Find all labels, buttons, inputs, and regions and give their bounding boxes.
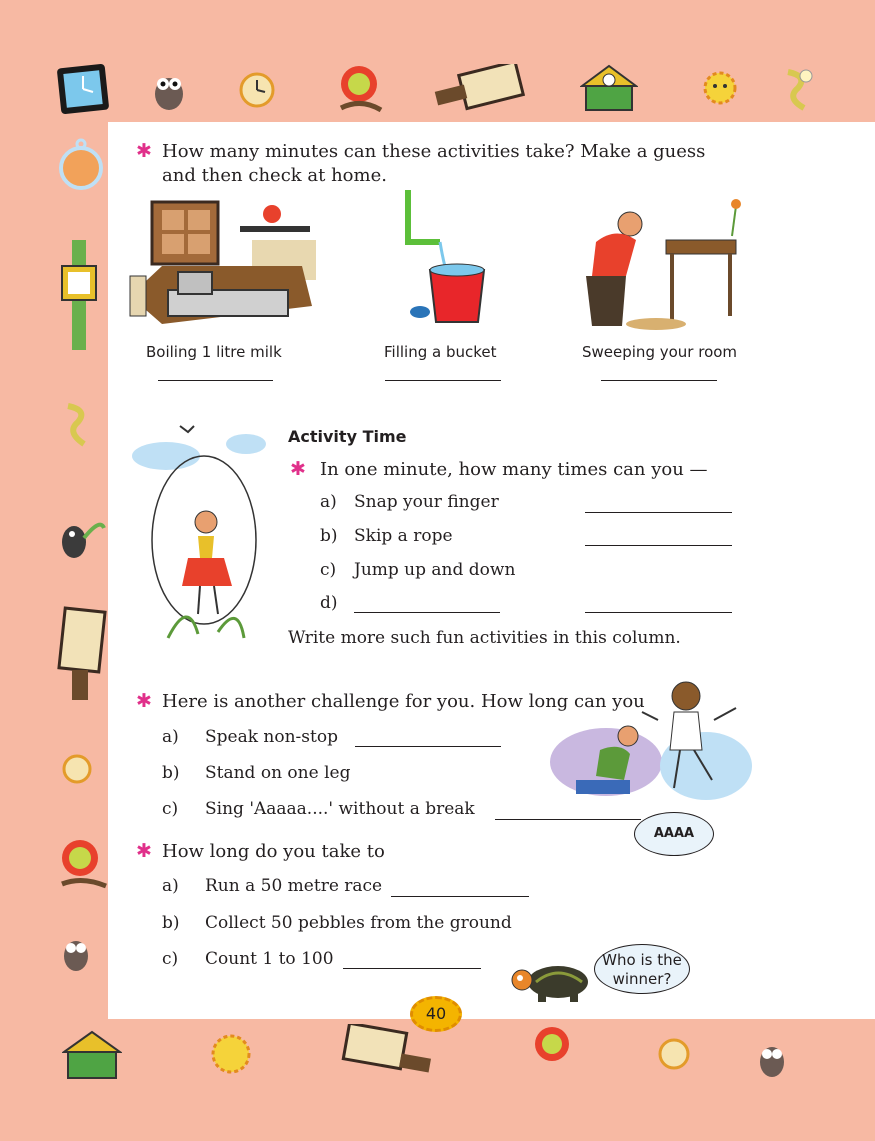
alarm-clock-icon: [58, 836, 108, 890]
pendulum-clock-icon: [432, 64, 527, 114]
pendulum-clock-icon: [56, 606, 108, 702]
answer-blank-race[interactable]: [391, 895, 529, 897]
howlong-item-letter: b): [162, 913, 180, 933]
challenge-item-letter: b): [162, 763, 180, 783]
activity-item-text: Jump up and down: [354, 560, 516, 580]
activity-heading: Activity Time: [288, 427, 407, 446]
activity-note: Write more such fun activities in this column.: [288, 628, 681, 648]
answer-blank-sing[interactable]: [495, 818, 641, 820]
round-clock-icon: [656, 1036, 692, 1072]
caption-filling-bucket: Filling a bucket: [384, 343, 497, 361]
owl-clock-icon: [150, 70, 188, 112]
squiggle-clock-icon: [778, 66, 818, 114]
answer-blank-boiling[interactable]: [158, 379, 273, 381]
activity-question: In one minute, how many times can you —: [320, 459, 708, 480]
house-clock-icon: [62, 1030, 122, 1080]
round-clock-icon: [237, 70, 277, 110]
owl-clock-icon: [60, 934, 92, 974]
howlong-item-text: Count 1 to 100: [205, 949, 334, 969]
answer-blank-snap[interactable]: [585, 511, 732, 513]
bullet-star-icon: ✱: [136, 140, 152, 162]
minutes-question: [162, 140, 742, 188]
kids-playing-illustration: [546, 676, 756, 806]
challenge-question: Here is another challenge for you. How long can you: [162, 691, 645, 712]
sun-clock-icon: [690, 64, 750, 112]
howlong-item-letter: c): [162, 949, 179, 969]
bird-clock-icon: [54, 508, 108, 568]
answer-blank-sweeping[interactable]: [601, 379, 717, 381]
question-line-1: How many minutes can these activities take? Make a guess: [162, 141, 706, 162]
boiling-milk-illustration: [122, 196, 318, 336]
challenge-item-letter: c): [162, 799, 179, 819]
answer-blank-d[interactable]: [585, 611, 732, 613]
activity-blank-d[interactable]: [354, 611, 500, 613]
tortoise-speech-bubble: [594, 944, 690, 994]
activity-item-letter: c): [320, 560, 337, 580]
pocket-watch-icon: [58, 138, 104, 194]
sweeping-room-illustration: [546, 196, 756, 336]
howlong-question: How long do you take to: [162, 841, 385, 862]
howlong-item-text: Collect 50 pebbles from the ground: [205, 913, 512, 933]
sing-speech-bubble: AAAA: [634, 812, 714, 856]
bullet-star-icon: ✱: [290, 458, 306, 480]
challenge-item-text: Speak non-stop: [205, 727, 338, 747]
alarm-clock-icon: [530, 1024, 574, 1072]
house-clock-icon: [580, 64, 638, 112]
bubble-line-1: Who is the: [602, 951, 682, 969]
wrist-watch-icon: [58, 240, 102, 350]
caption-sweeping-room: Sweeping your room: [582, 343, 738, 361]
caption-boiling-milk: Boiling 1 litre milk: [146, 343, 282, 361]
bullet-star-icon: ✱: [136, 690, 152, 712]
filling-bucket-illustration: [400, 186, 496, 326]
question-line-2: and then check at home.: [162, 165, 387, 186]
answer-blank-bucket[interactable]: [385, 379, 501, 381]
bullet-star-icon: ✱: [136, 840, 152, 862]
challenge-item-letter: a): [162, 727, 179, 747]
activity-item-letter: d): [320, 593, 338, 613]
alarm-clock-icon: [335, 62, 385, 114]
page-number: 40: [410, 996, 462, 1032]
answer-blank-count[interactable]: [343, 967, 481, 969]
squiggle-clock-icon: [58, 400, 100, 450]
answer-blank-skip[interactable]: [585, 544, 732, 546]
challenge-item-text: Stand on one leg: [205, 763, 351, 783]
answer-blank-speak[interactable]: [355, 745, 501, 747]
round-clock-icon: [60, 752, 94, 786]
activity-item-letter: a): [320, 492, 337, 512]
wall-clock-icon: [55, 62, 113, 118]
pendulum-clock-icon: [340, 1024, 435, 1080]
tortoise-illustration: [508, 958, 598, 1004]
howlong-item-letter: a): [162, 876, 179, 896]
owl-clock-icon: [756, 1040, 788, 1080]
howlong-item-text: Run a 50 metre race: [205, 876, 383, 896]
bubble-line-2: winner?: [612, 970, 672, 988]
activity-item-text: Snap your finger: [354, 492, 499, 512]
activity-item-letter: b): [320, 526, 338, 546]
activity-item-text: Skip a rope: [354, 526, 453, 546]
skipping-girl-illustration: [128, 418, 268, 644]
sun-clock-icon: [196, 1026, 266, 1082]
challenge-item-text: Sing 'Aaaaa....' without a break: [205, 799, 475, 819]
